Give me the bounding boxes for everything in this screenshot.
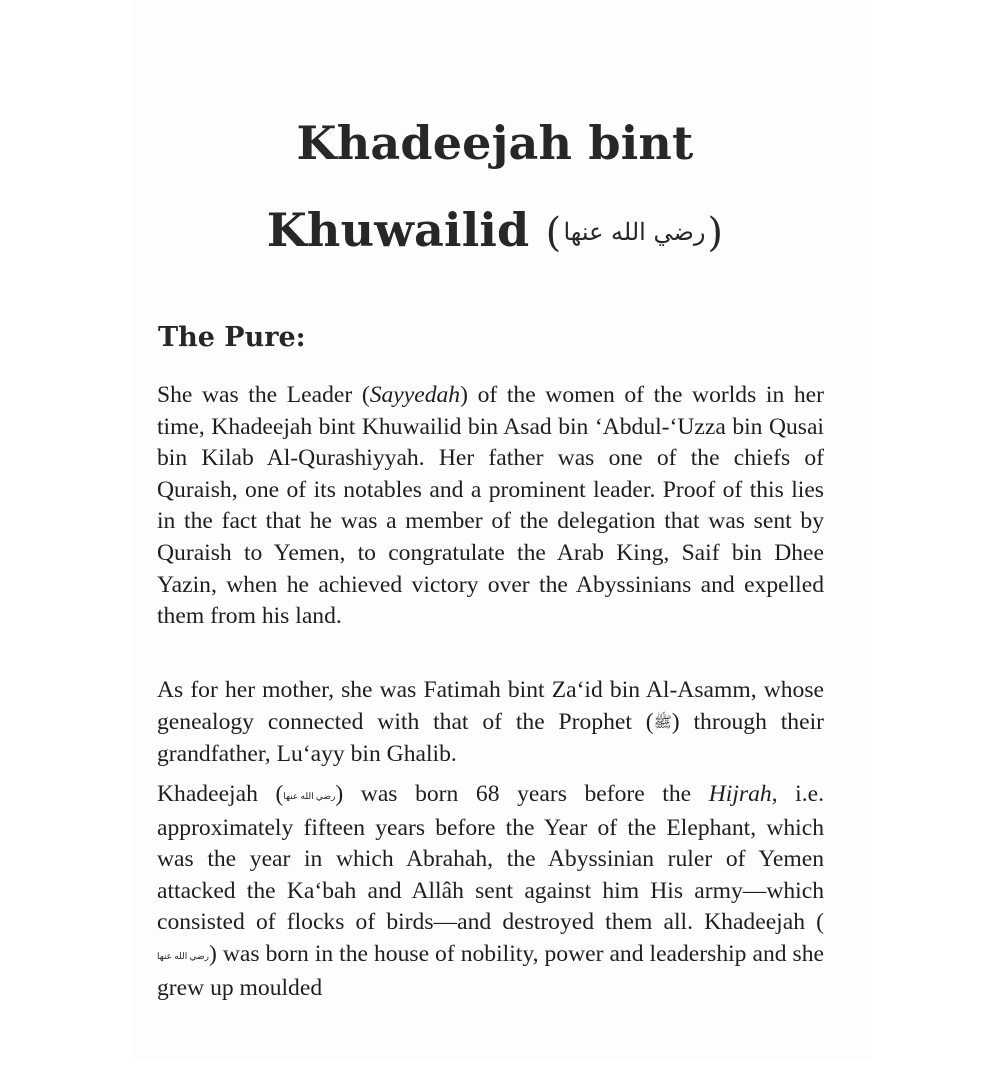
paragraph-2 [157,675,824,771]
radiallahu-glyph-2: رضي الله عنها [157,950,210,961]
chapter-title-line-2 [150,203,840,257]
honorific-close-paren: ) [707,210,724,256]
salla-glyph: ﷺ [653,714,672,731]
p1-text-b: ) of the women of the worlds in her time, Khadeejah bint Khuwailid bin Asad bin ‘Abdul-‘Uzza bin Qusai bin Kilab Al-Qurashiyyah. Her father was one of the chiefs of Quraish, one of its notables and a prominent leader. Proof of this lies in the fact that he was a member of the delegation that was sent by Quraish to Yemen, to congratulate the Arab King, Saif bin Dhee Yazin, when he achieved victory over the Abyssinians and expelled them from his land. [157,382,824,630]
p3-italic-hijrah: Hijrah, [708,781,778,807]
section-heading: The Pure: [158,322,306,353]
radiallahu-glyph-1: رضي الله عنها [283,791,336,801]
honorific-open-paren: ( [545,210,562,256]
chapter-title-line-1 [150,116,840,170]
p2-text-b: ) through their grandfather, Lu‘ayy bin Ghalib. [157,708,824,768]
title-honorific [546,210,724,256]
title-line-1-text: Khadeejah bint [296,116,694,170]
p3-text-d: ) was born in the house of nobility, power and leadership and she grew up moulded [157,940,824,1001]
title-line-2-name: Khuwailid [266,203,530,257]
paragraph-3 [157,779,824,1004]
paragraph-1 [157,380,824,633]
p3-text-c: i.e. approximately fifteen years before the Year of the Elephant, which was the year in which Abrahah, the Abyssinian ruler of Yemen attacked the Ka‘bah and Allâh sent against him His army—which consisted of flocks of birds—and destroyed them all. Khadeejah ( [157,781,824,936]
p1-italic-term: Sayyedah [369,382,461,408]
p3-text-a: Khadeejah ( [157,781,284,807]
p2-text-a: As for her mother, she was Fatimah bint Za‘id bin Al-Asamm, whose genealogy connected with that of the Prophet ( [157,677,824,735]
honorific-arabic-glyph: رضي الله عنها [563,218,706,246]
p3-text-b: ) was born 68 years before the [335,781,709,807]
p1-text-a: She was the Leader ( [157,382,370,408]
